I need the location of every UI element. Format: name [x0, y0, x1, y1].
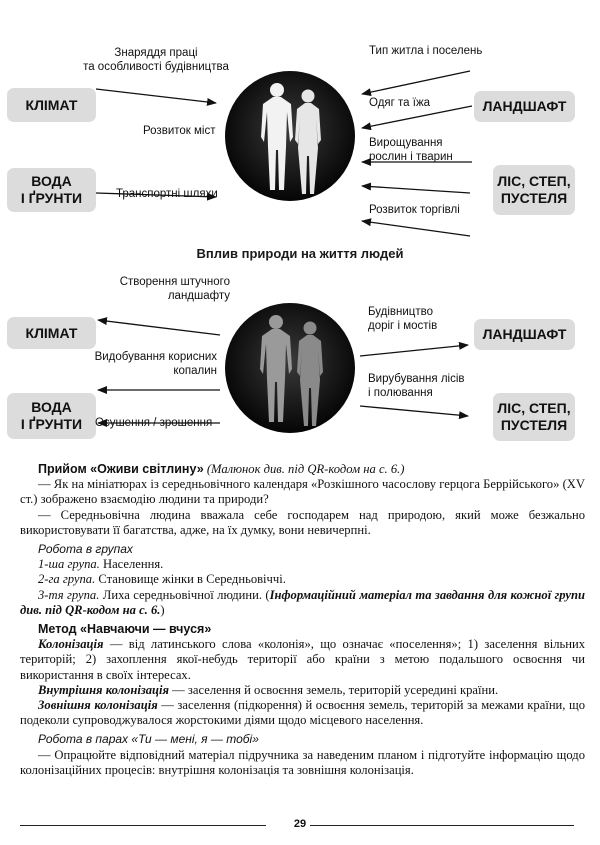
people-globe-top: [225, 71, 355, 201]
technique-note: (Малюнок див. під QR-кодом на с. 6.): [203, 462, 405, 476]
page-number: 29: [293, 818, 307, 830]
group-1-label: 1-ша група.: [38, 557, 100, 572]
term-colonization: Колонізація: [38, 637, 104, 652]
box-voda-bottom: ВОДА І ҐРУНТИ: [7, 393, 96, 439]
paragraph-answer: — Середньовічна людина вважала себе господарем над природою, який може безжально використовувати її багатства, адже, на їх думку, вони невичерпні.: [20, 507, 585, 537]
paragraph-technique: [20, 462, 585, 477]
term-external: Зовнішня колонізація: [38, 698, 158, 713]
term-internal: Внутрішня колонізація: [38, 682, 170, 697]
term-internal-text: — заселення й освоєння земель, територій усередині країни.: [169, 682, 499, 697]
label-drainage: Осушення / зрошення: [95, 417, 213, 429]
label-tools: Знаряддя праці та особливості будівництва: [83, 47, 229, 73]
body-text: [20, 462, 585, 778]
label-logging: Вирубування лісів і полювання: [368, 373, 465, 399]
box-lis-top: ЛІС, СТЕП, ПУСТЕЛЯ: [493, 165, 575, 215]
technique-title: Прийом «Оживи світлину»: [38, 462, 204, 476]
label-construction: Будівництво доріг і мостів: [368, 306, 438, 332]
footer-rule-right: [310, 825, 574, 826]
definition-internal: [20, 683, 585, 698]
group-3-label: 3-тя група.: [38, 587, 100, 602]
group-3-end: ): [160, 602, 165, 617]
group-3-text: Лиха середньовічної людини. (: [99, 587, 270, 602]
group-1: [20, 557, 585, 572]
box-klimat-bottom: КЛІМАТ: [7, 317, 96, 349]
box-klimat-top: КЛІМАТ: [7, 88, 96, 122]
box-lis-bottom: ЛІС, СТЕП, ПУСТЕЛЯ: [493, 393, 575, 441]
group-2-label: 2-га група.: [38, 572, 96, 587]
label-trade: Розвиток торгівлі: [369, 204, 460, 216]
box-landshaft-bottom: ЛАНДШАФТ: [474, 319, 575, 350]
label-roads: Транспортні шляхи: [116, 188, 218, 200]
term-external-text: — заселення (підкорення) й освоєння земель, територій за межами країни, що подеколи супроводжувалося жорстокими діями щодо місцевого населення.: [20, 698, 585, 728]
paragraph-question: — Як на мініатюрах із середньовічного календаря «Розкішного часослову герцога Беррійського» (XV ст.) зображено взаємодію людини та природи?: [20, 477, 585, 507]
group-3: [20, 588, 585, 618]
label-cities: Розвиток міст: [143, 125, 216, 137]
group-2-text: Становище жінки в Середньовіччі.: [95, 572, 286, 587]
page-footer: [0, 816, 600, 836]
diagram-caption: Вплив природи на життя людей: [196, 246, 404, 261]
label-artificial: Створення штучного ландшафту: [119, 276, 230, 302]
group-1-text: Населення.: [99, 557, 164, 572]
definition-external: [20, 698, 585, 728]
definition-colonization: [20, 637, 585, 683]
group-3-note: Інформаційний матеріал та завдання для кожної групи див. під QR-кодом на с. 6.: [20, 587, 586, 617]
method-title: Метод «Навчаючи — вчуся»: [38, 622, 212, 637]
group-2: [20, 572, 585, 587]
pairs-title: Робота в парах «Ти — мені, я — тобі»: [38, 732, 259, 747]
label-mining: Видобування корисних копалин: [94, 351, 217, 377]
label-growing: Вирощування рослин і тварин: [369, 137, 453, 163]
paragraph-task: — Опрацюйте відповідний матеріал підручника за наведеним планом і підготуйте інформацію щодо колонізаційних процесів: внутрішня колонізація та зовнішня колонізація.: [20, 747, 585, 777]
box-voda-top: ВОДА І ҐРУНТИ: [7, 168, 96, 212]
label-dwelling: Тип житла і поселень: [369, 45, 483, 57]
people-globe-bottom: [225, 303, 355, 433]
label-clothes: Одяг та їжа: [369, 97, 431, 109]
box-landshaft-top: ЛАНДШАФТ: [474, 91, 575, 122]
groups-title: Робота в групах: [38, 542, 133, 557]
term-colonization-text: — від латинського слова «колонія», що означає «поселення»; 1) заселення вільних територій; 2) захоплення якої-небудь території або країни з метою подальшого освоєння чи використання в своїх інтересах.: [20, 637, 585, 682]
